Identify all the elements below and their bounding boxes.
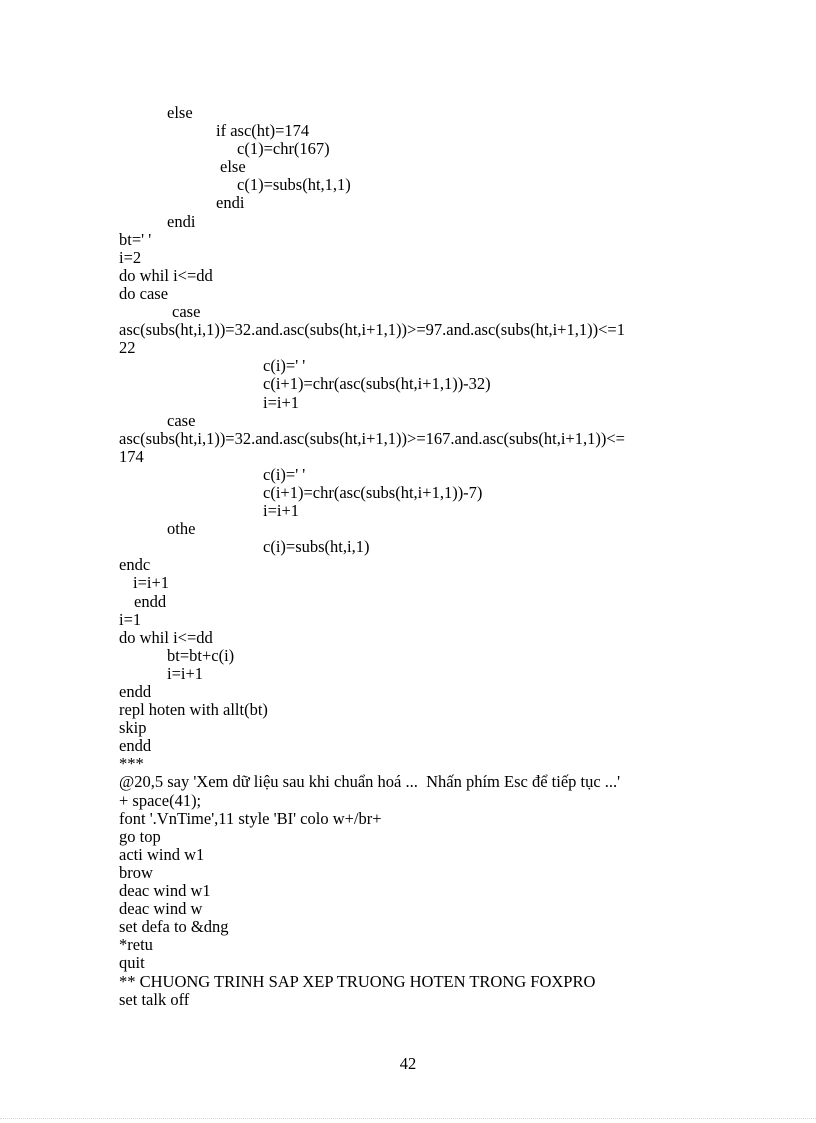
code-line: i=i+1 [133,573,170,593]
code-line: i=1 [119,609,142,629]
code-line: repl hoten with allt(bt) [119,700,268,720]
page-number: 42 [399,1054,417,1073]
code-line: 174 [119,446,144,466]
code-line: i=i+1 [167,663,204,683]
code-line: *retu [119,935,153,955]
code-line: c(1)=subs(ht,1,1) [237,175,351,195]
page-bottom-divider [0,1118,816,1119]
code-line: endd [134,591,167,611]
code-line: asc(subs(ht,i,1))=32.and.asc(subs(ht,i+1,1))>=167.and.asc(subs(ht,i+1,1))<= [119,428,625,448]
code-line: do whil i<=dd [119,265,213,285]
code-line: c(i)=' ' [263,356,306,376]
code-line: ** CHUONG TRINH SAP XEP TRUONG HOTEN TRONG FOXPRO [119,971,596,991]
code-line: do whil i<=dd [119,627,213,647]
code-line: skip [119,718,147,738]
code-line: endd [119,682,152,701]
code-line: *** [119,754,144,774]
code-line: deac wind w1 [119,881,211,901]
code-line: bt=bt+c(i) [167,645,235,665]
code-line: deac wind w [119,899,203,919]
code-line: acti wind w1 [119,844,205,864]
code-line: c(i)=subs(ht,i,1) [263,537,370,557]
code-line: othe [167,519,196,539]
code-line: case [172,302,201,322]
code-line: brow [119,862,153,882]
code-line: @20,5 say 'Xem dữ liệu sau khi chuẩn hoá ... Nhấn phím Esc để tiếp tục ...' [119,772,621,792]
code-line: quit [119,953,145,973]
code-line: endi [167,211,196,231]
code-line: if asc(ht)=174 [216,121,310,141]
code-line: i=i+1 [263,392,300,412]
code-line: go top [119,826,161,846]
code-line: 22 [119,338,136,358]
code-line: i=2 [119,247,142,267]
code-line: c(1)=chr(167) [237,139,330,159]
code-line: c(i+1)=chr(asc(subs(ht,i+1,1))-32) [263,374,491,394]
code-line: font '.VnTime',11 style 'BI' colo w+/br+ [119,808,382,828]
code-line: endc [119,555,151,575]
code-line: asc(subs(ht,i,1))=32.and.asc(subs(ht,i+1,1))>=97.and.asc(subs(ht,i+1,1))<=1 [119,320,625,340]
code-line: set talk off [119,989,190,1009]
code-line: c(i)=' ' [263,464,306,484]
code-line: set defa to &dng [119,917,229,937]
code-line: + space(41); [119,790,202,810]
code-line: do case [119,283,169,303]
code-line: i=i+1 [263,501,300,521]
code-line: c(i+1)=chr(asc(subs(ht,i+1,1))-7) [263,482,483,502]
code-line: else [167,103,193,122]
code-line: endi [216,193,245,213]
code-line: case [167,410,196,430]
code-line: bt=' ' [119,229,152,249]
code-listing [119,104,719,1009]
code-line: else [220,157,246,177]
code-line: endd [119,736,152,756]
